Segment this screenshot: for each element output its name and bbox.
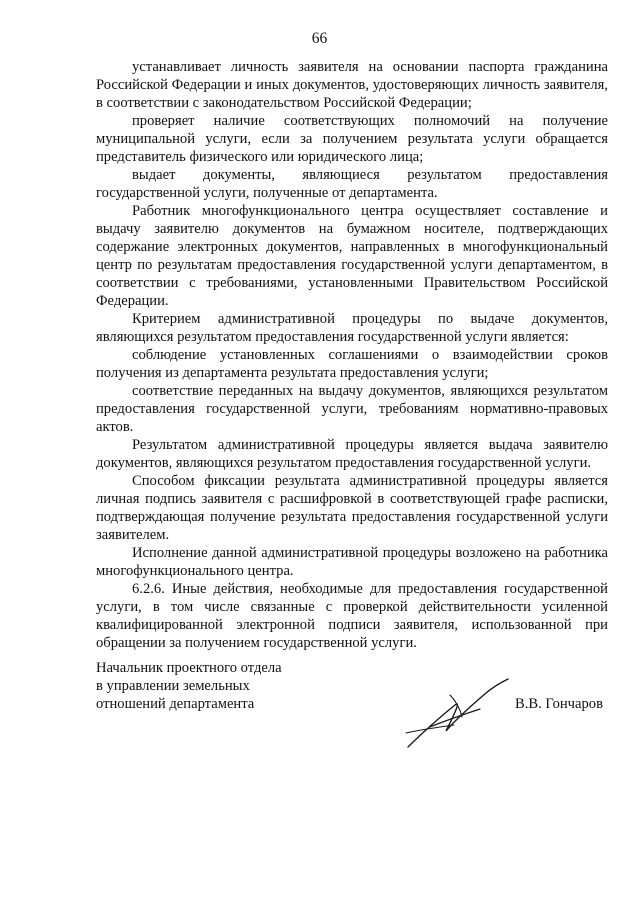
page-number: 66 bbox=[311, 30, 328, 47]
paragraph: выдает документы, являющиеся результатом предоставления государственной услуги, полученные от департамента. bbox=[96, 167, 608, 201]
paragraph: 6.2.6. Иные действия, необходимые для предоставления государственной услуги, в том числе связанные с проверкой действительности усиленной квалифицированной электронной подписи заявителя, использованной при обращении за получением государственной услуги. bbox=[96, 581, 608, 651]
signatory-name: В.В. Гончаров bbox=[515, 696, 603, 712]
paragraph: соблюдение установленных соглашениями о взаимодействии сроков получения из департамента результата предоставления услуги; bbox=[96, 347, 608, 381]
signatory-title-line: отношений департамента bbox=[96, 696, 255, 712]
paragraph: Способом фиксации результата административной процедуры является личная подпись заявителя с расшифровкой в соответствующей графе расписки, подтверждающая получение результата предоставления государственной услуги заявителем. bbox=[96, 473, 608, 543]
signatory-title-line: в управлении земельных bbox=[96, 678, 250, 694]
paragraph: проверяет наличие соответствующих полномочий на получение муниципальной услуги, если за получением результата услуги обращается представитель физического или юридического лица; bbox=[96, 113, 608, 165]
paragraph: соответствие переданных на выдачу документов, являющихся результатом предоставления государственной услуги, требованиям нормативно-правовых актов. bbox=[96, 383, 608, 435]
paragraph: Работник многофункционального центра осуществляет составление и выдачу заявителю документов на бумажном носителе, подтверждающих содержание электронных документов, направленных в многофункциональный центр по результатам предоставления государственной услуги департаментом, в соответствии с требованиями, установленными Правительством Российской Федерации. bbox=[96, 203, 608, 309]
handwritten-signature bbox=[400, 675, 515, 750]
document-body bbox=[96, 58, 608, 652]
signatory-title-line: Начальник проектного отдела bbox=[96, 660, 282, 676]
paragraph: Критерием административной процедуры по выдаче документов, являющихся результатом предоставления государственной услуги является: bbox=[96, 311, 608, 345]
paragraph: Исполнение данной административной процедуры возложено на работника многофункционального центра. bbox=[96, 545, 608, 579]
paragraph: Результатом административной процедуры является выдача заявителю документов, являющихся результатом предоставления государственной услуги. bbox=[96, 437, 608, 471]
signatory-title bbox=[96, 659, 296, 713]
paragraph: устанавливает личность заявителя на основании паспорта гражданина Российской Федерации и иных документов, удостоверяющих личность заявителя, в соответствии с законодательством Российской Федерации; bbox=[96, 59, 608, 111]
